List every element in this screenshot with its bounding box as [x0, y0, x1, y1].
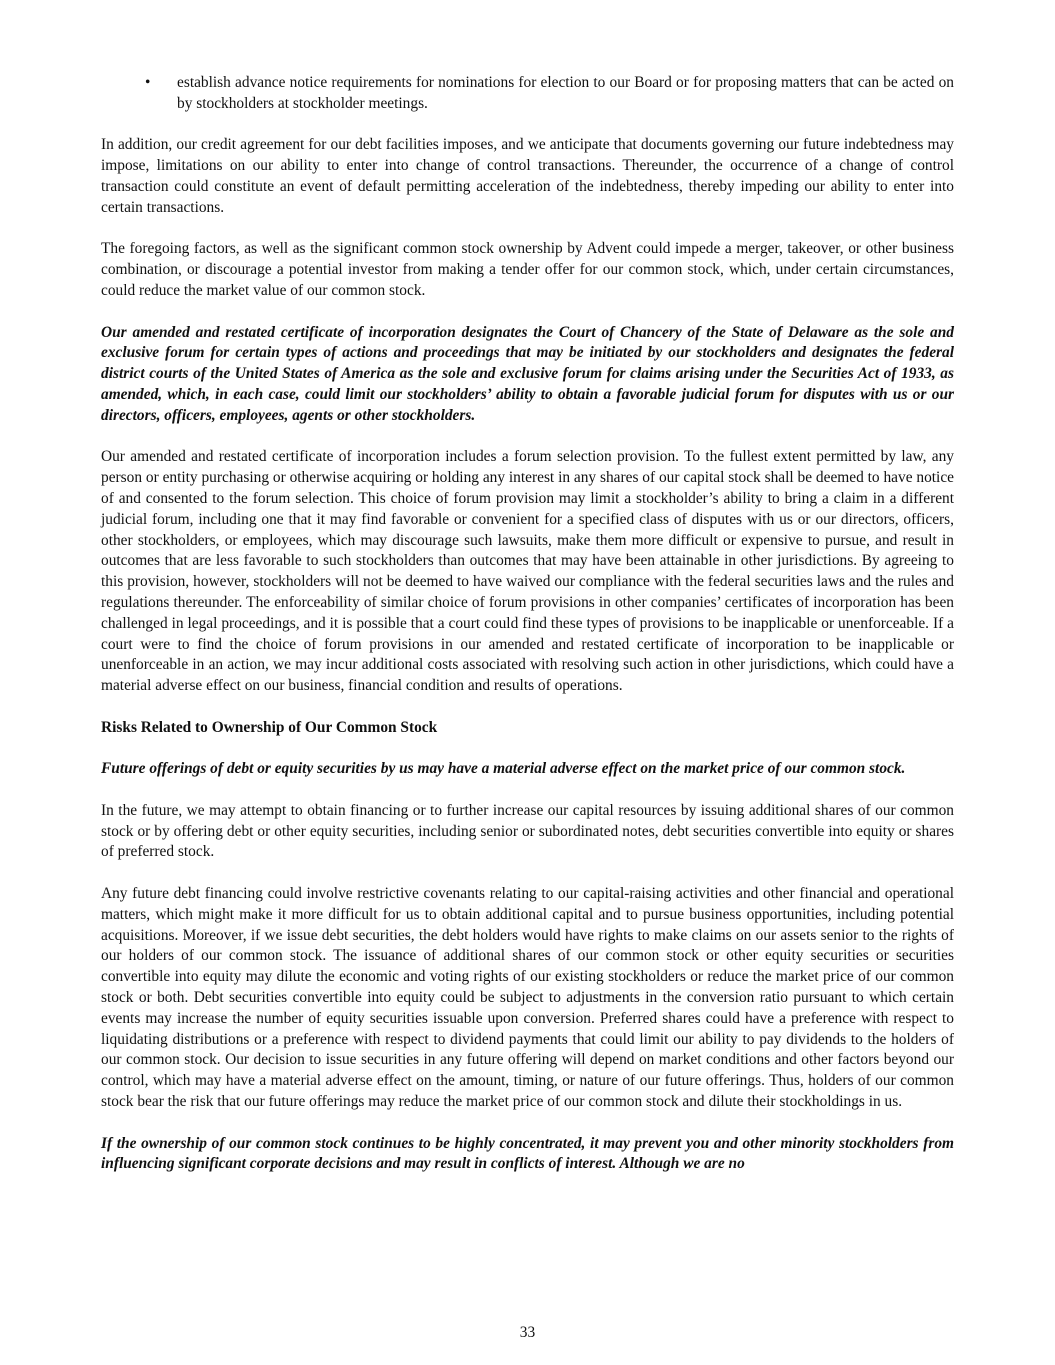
paragraph-foregoing-factors: The foregoing factors, as well as the significant common stock ownership by Advent could impede a merger, takeover, or other business combination, or discourage a potential investor from making a tender offer for our common stock, which, under certain circumstances, could reduce the market value of our common stock.: [101, 240, 954, 299]
document-page: [101, 73, 954, 1175]
risk-heading-ownership: If the ownership of our common stock continues to be highly concentrated, it may prevent you and other minority stockholders from influencing significant corporate decisions and may result in conflicts of interest. Although we are no: [101, 1134, 954, 1173]
paragraph-debt-financing: Any future debt financing could involve restrictive covenants relating to our capital-raising activities and other financial and operational matters, which might make it more difficult for us to obtain additional capital and to pursue business opportunities, including potential acquisitions. Moreover, if we issue debt securities, the debt holders would have rights to make claims on our assets senior to the rights of our holders of our common stock. The issuance of additional shares of our common stock or other equity securities or securities convertible into equity may dilute the economic and voting rights of our existing stockholders or reduce the market price of our common stock or both. Debt securities convertible into equity could be subject to adjustments in the conversion ratio pursuant to which certain events may increase the number of equity securities issuable upon conversion. Preferred shares could have a preference with respect to liquidating distributions or a preference with respect to dividend payments that could limit our ability to pay dividends to the holders of our common stock. Our decision to issue securities in any future offering will depend on market conditions and other factors beyond our control, which may have a material adverse effect on the amount, timing, or nature of our future offerings. Thus, holders of our common stock bear the risk that our future offerings may reduce the market price of our common stock and dilute their stockholdings in us.: [101, 885, 954, 1111]
paragraph-forum-selection: Our amended and restated certificate of incorporation includes a forum selection provision. To the fullest extent permitted by law, any person or entity purchasing or otherwise acquiring or holding any interest in any shares of our capital stock shall be deemed to have notice of and consented to the forum selection. This choice of forum provision may limit a stockholder’s ability to bring a claim in a different judicial forum, including one that it may find favorable or convenient for a specified class of disputes with us or our directors, officers, other stockholders, or employees, which may discourage such lawsuits, make them more difficult or expensive to pursue, and result in outcomes that are less favorable to such stockholders than outcomes that may have been attainable in other jurisdictions. By agreeing to this provision, however, stockholders will not be deemed to have waived our compliance with the federal securities laws and the rules and regulations thereunder. The enforceability of similar choice of forum provisions in other companies’ certificates of incorporation has been challenged in legal proceedings, and it is possible that a court could find these types of provisions to be inapplicable or unenforceable. If a court were to find the choice of forum provisions in our amended and restated certificate of incorporation to be inapplicable or unenforceable in an action, we may incur additional costs associated with resolving such action in other jurisdictions, which could have a material adverse effect on our business, financial condition and results of operations.: [101, 448, 954, 695]
bullet-glyph: •: [145, 74, 151, 91]
risk-heading-offerings: Future offerings of debt or equity securities by us may have a material adverse effect on the market price of our common stock.: [101, 760, 906, 778]
bullet-text: establish advance notice requirements for nominations for election to our Board or for proposing matters that can be acted on by stockholders at stockholder meetings.: [177, 74, 954, 112]
page-number: 33: [519, 1324, 536, 1341]
bullet-item: [145, 73, 954, 115]
paragraph-credit-agreement: In addition, our credit agreement for our debt facilities imposes, and we anticipate that documents governing our future indebtedness may impose, limitations on our ability to enter into change of control transactions. Thereunder, the occurrence of a change of control transaction could constitute an event of default permitting acceleration of the indebtedness, thereby impeding our ability to enter into certain transactions.: [101, 136, 954, 216]
paragraph-future-financing: In the future, we may attempt to obtain financing or to further increase our capital resources by issuing additional shares of our common stock or by offering debt or other equity securities, including senior or subordinated notes, debt securities convertible into equity or shares of preferred stock.: [101, 801, 954, 861]
section-heading: Risks Related to Ownership of Our Common Stock: [101, 718, 438, 736]
risk-heading-forum: Our amended and restated certificate of incorporation designates the Court of Chancery of the State of Delaware as the sole and exclusive forum for certain types of actions and proceedings that may be initiated by our stockholders and designates the federal district courts of the United States of America as the sole and exclusive forum for claims arising under the Securities Act of 1933, as amended, which, in each case, could limit our stockholders’ ability to obtain a favorable judicial forum for disputes with us or our directors, officers, employees, agents or other stockholders.: [101, 323, 954, 424]
